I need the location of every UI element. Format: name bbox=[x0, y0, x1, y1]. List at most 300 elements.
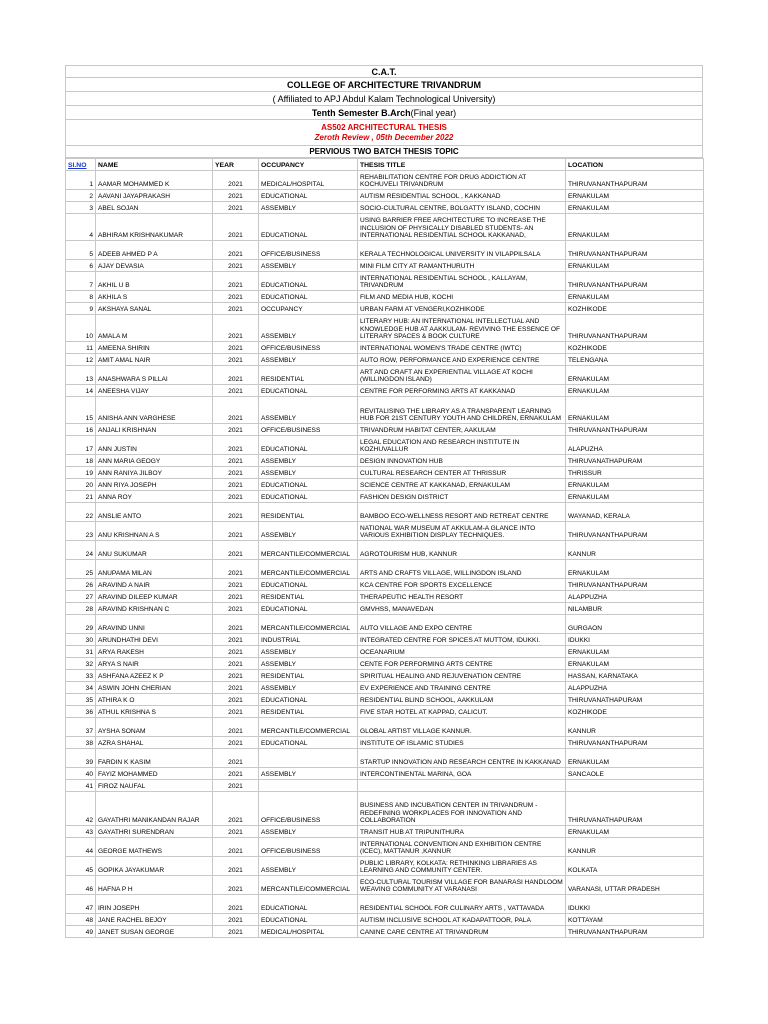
cell-year: 2021 bbox=[213, 670, 259, 682]
cell-year: 2021 bbox=[213, 615, 259, 634]
cell-occupancy: ASSEMBLY bbox=[259, 857, 358, 876]
cell-name: ANSLIE ANTO bbox=[96, 503, 213, 522]
cell-name: ABHIRAM KRISHNAKUMAR bbox=[96, 214, 213, 241]
cell-occupancy: EDUCATIONAL bbox=[259, 895, 358, 914]
header-college bbox=[65, 78, 703, 92]
cell-year: 2021 bbox=[213, 658, 259, 670]
cell-occupancy: EDUCATIONAL bbox=[259, 914, 358, 926]
cell-year: 2021 bbox=[213, 737, 259, 749]
cell-sl-no: 29 bbox=[66, 615, 96, 634]
cell-thesis-title: TRIVANDRUM HABITAT CENTER, AAKULAM bbox=[358, 424, 566, 436]
topic-text: PERVIOUS TWO BATCH THESIS TOPIC bbox=[309, 147, 459, 156]
cell-location: VARANASI, UTTAR PRADESH bbox=[566, 876, 704, 895]
cell-occupancy: MERCANTILE/COMMERCIAL bbox=[259, 718, 358, 737]
cell-name: GOPIKA JAYAKUMAR bbox=[96, 857, 213, 876]
cell-occupancy: ASSEMBLY bbox=[259, 397, 358, 424]
cell-occupancy: ASSEMBLY bbox=[259, 826, 358, 838]
cell-name: AAVANI JAYAPRAKASH bbox=[96, 190, 213, 202]
review-date: Zeroth Review , 05th December 2022 bbox=[314, 132, 454, 142]
cell-thesis-title: NATIONAL WAR MUSEUM AT AKKULAM-A GLANCE INTO VARIOUS EXHIBITION DISPLAY TECHNIQUES. bbox=[358, 522, 566, 541]
cell-sl-no: 34 bbox=[66, 682, 96, 694]
cell-year: 2021 bbox=[213, 857, 259, 876]
cell-occupancy: ASSEMBLY bbox=[259, 467, 358, 479]
cell-sl-no: 5 bbox=[66, 241, 96, 260]
col-header-slno[interactable]: Sl.NO bbox=[66, 159, 96, 171]
cell-thesis-title: BUSINESS AND INCUBATION CENTER IN TRIVANDRUM - REDEFINING WORKPLACES FOR INNOVATION AND COLLABORATION bbox=[358, 792, 566, 826]
cell-occupancy: ASSEMBLY bbox=[259, 315, 358, 342]
cell-name: AKHIL U B bbox=[96, 272, 213, 291]
cell-location: IDUKKI bbox=[566, 895, 704, 914]
cell-location: TELENGANA bbox=[566, 354, 704, 366]
cell-year: 2021 bbox=[213, 491, 259, 503]
cell-sl-no: 18 bbox=[66, 455, 96, 467]
spreadsheet-sheet bbox=[65, 65, 703, 938]
cell-sl-no: 28 bbox=[66, 603, 96, 615]
cell-sl-no: 36 bbox=[66, 706, 96, 718]
cell-sl-no: 38 bbox=[66, 737, 96, 749]
cell-thesis-title: AGROTOURISM HUB, KANNUR bbox=[358, 541, 566, 560]
cell-location: THIRUVANATHAPURAM bbox=[566, 792, 704, 826]
cell-sl-no: 40 bbox=[66, 768, 96, 780]
cell-location: THIRUVANANTHAPURAM bbox=[566, 241, 704, 260]
cell-name: AMIT AMAL NAIR bbox=[96, 354, 213, 366]
table-row bbox=[66, 241, 704, 260]
cell-location: THIRUVANANTHAPURAM bbox=[566, 579, 704, 591]
table-row bbox=[66, 315, 704, 342]
cell-location: ERNAKULAM bbox=[566, 397, 704, 424]
cell-year: 2021 bbox=[213, 694, 259, 706]
cell-name: ASHFANA AZEEZ K P bbox=[96, 670, 213, 682]
cell-sl-no: 2 bbox=[66, 190, 96, 202]
cell-sl-no: 42 bbox=[66, 792, 96, 826]
cell-sl-no: 48 bbox=[66, 914, 96, 926]
cell-occupancy bbox=[259, 780, 358, 792]
cell-thesis-title: KCA CENTRE FOR SPORTS EXCELLENCE bbox=[358, 579, 566, 591]
cell-thesis-title: AUTISM RESIDENTIAL SCHOOL , KAKKANAD bbox=[358, 190, 566, 202]
table-row bbox=[66, 467, 704, 479]
cell-location: THIRUVANANTHAPURAM bbox=[566, 737, 704, 749]
cell-location: ERNAKULAM bbox=[566, 491, 704, 503]
cell-location: ERNAKULAM bbox=[566, 291, 704, 303]
cell-thesis-title: THERAPEUTIC HEALTH RESORT bbox=[358, 591, 566, 603]
cell-occupancy: RESIDENTIAL bbox=[259, 706, 358, 718]
cell-thesis-title: GMVHSS, MANAVEDAN bbox=[358, 603, 566, 615]
cell-year: 2021 bbox=[213, 706, 259, 718]
table-row bbox=[66, 670, 704, 682]
cell-year: 2021 bbox=[213, 436, 259, 455]
table-row bbox=[66, 694, 704, 706]
col-header-name: NAME bbox=[96, 159, 213, 171]
table-row bbox=[66, 214, 704, 241]
cell-name: GAYATHRI MANIKANDAN RAJAR bbox=[96, 792, 213, 826]
cell-year: 2021 bbox=[213, 682, 259, 694]
cell-thesis-title: FASHION DESIGN DISTRICT bbox=[358, 491, 566, 503]
cell-thesis-title: SOCIO-CULTURAL CENTRE, BOLGATTY ISLAND, COCHIN bbox=[358, 202, 566, 214]
cell-year: 2021 bbox=[213, 768, 259, 780]
table-row bbox=[66, 792, 704, 826]
affiliation-text: ( Affiliated to APJ Abdul Kalam Technological University) bbox=[272, 93, 496, 104]
header-semester bbox=[65, 106, 703, 120]
cell-occupancy: OCCUPANCY bbox=[259, 303, 358, 315]
cell-thesis-title: INTERNATIONAL RESIDENTIAL SCHOOL , KALLAYAM, TRIVANDRUM bbox=[358, 272, 566, 291]
cell-occupancy: MERCANTILE/COMMERCIAL bbox=[259, 541, 358, 560]
cell-thesis-title: LITERARY HUB: AN INTERNATIONAL INTELLECTUAL AND KNOWLEDGE HUB AT AAKKULAM- REVIVING THE ESSENCE OF LITERARY SPACES & BOOK CULTURE bbox=[358, 315, 566, 342]
cell-location: THIRUVANANTHAPURAM bbox=[566, 315, 704, 342]
table-row bbox=[66, 491, 704, 503]
table-row bbox=[66, 385, 704, 397]
cell-name: AMALA M bbox=[96, 315, 213, 342]
cell-location: KOZHIKODE bbox=[566, 303, 704, 315]
cell-thesis-title: CULTURAL RESEARCH CENTER AT THRISSUR bbox=[358, 467, 566, 479]
cell-year: 2021 bbox=[213, 560, 259, 579]
cell-thesis-title: CENTE FOR PERFORMING ARTS CENTRE bbox=[358, 658, 566, 670]
table-row bbox=[66, 838, 704, 857]
cell-name: ANNA ROY bbox=[96, 491, 213, 503]
cell-location: KANNUR bbox=[566, 718, 704, 737]
cell-thesis-title: AUTISM INCLUSIVE SCHOOL AT KADAPATTOOR, PALA bbox=[358, 914, 566, 926]
cell-occupancy bbox=[259, 749, 358, 768]
cell-occupancy: MEDICAL/HOSPITAL bbox=[259, 171, 358, 190]
cell-year: 2021 bbox=[213, 303, 259, 315]
cell-name: FARDIN K KASIM bbox=[96, 749, 213, 768]
cell-thesis-title: FIVE STAR HOTEL AT KAPPAD, CALICUT. bbox=[358, 706, 566, 718]
table-row bbox=[66, 342, 704, 354]
table-row bbox=[66, 658, 704, 670]
table-row bbox=[66, 857, 704, 876]
cell-year: 2021 bbox=[213, 503, 259, 522]
cell-sl-no: 14 bbox=[66, 385, 96, 397]
cell-sl-no: 21 bbox=[66, 491, 96, 503]
cell-thesis-title: INSTITUTE OF ISLAMIC STUDIES bbox=[358, 737, 566, 749]
cell-year: 2021 bbox=[213, 749, 259, 768]
cell-location bbox=[566, 780, 704, 792]
table-row bbox=[66, 303, 704, 315]
cell-occupancy: EDUCATIONAL bbox=[259, 579, 358, 591]
cell-sl-no: 1 bbox=[66, 171, 96, 190]
cell-thesis-title: ART AND CRAFT AN EXPERIENTIAL VILLAGE AT KOCHI (WILLINGDON ISLAND) bbox=[358, 366, 566, 385]
table-body bbox=[66, 171, 704, 938]
col-header-location: LOCATION bbox=[566, 159, 704, 171]
table-row bbox=[66, 895, 704, 914]
cell-sl-no: 44 bbox=[66, 838, 96, 857]
cell-thesis-title: REHABILITATION CENTRE FOR DRUG ADDICTION AT KOCHUVELI TRIVANDRUM bbox=[358, 171, 566, 190]
cell-location: ERNAKULAM bbox=[566, 214, 704, 241]
cell-name: AMEENA SHIRIN bbox=[96, 342, 213, 354]
cell-sl-no: 30 bbox=[66, 634, 96, 646]
cat-text: C.A.T. bbox=[371, 66, 397, 77]
cell-sl-no: 22 bbox=[66, 503, 96, 522]
cell-thesis-title: GLOBAL ARTIST VILLAGE KANNUR. bbox=[358, 718, 566, 737]
cell-year: 2021 bbox=[213, 190, 259, 202]
cell-name: HAFNA P H bbox=[96, 876, 213, 895]
cell-thesis-title bbox=[358, 780, 566, 792]
semester-bold: Tenth Semester B.Arch bbox=[311, 107, 411, 118]
cell-occupancy: EDUCATIONAL bbox=[259, 436, 358, 455]
cell-name: ANUPAMA MILAN bbox=[96, 560, 213, 579]
cell-location: ERNAKULAM bbox=[566, 658, 704, 670]
cell-sl-no: 16 bbox=[66, 424, 96, 436]
cell-name: ADEEB AHMED P A bbox=[96, 241, 213, 260]
cell-year: 2021 bbox=[213, 895, 259, 914]
cell-location: THIRUVANANTHAPURAM bbox=[566, 522, 704, 541]
cell-sl-no: 20 bbox=[66, 479, 96, 491]
cell-location: ALAPPUZHA bbox=[566, 591, 704, 603]
cell-sl-no: 19 bbox=[66, 467, 96, 479]
table-header-row bbox=[66, 159, 704, 171]
cell-name: JANET SUSAN GEORGE bbox=[96, 926, 213, 938]
header-course bbox=[65, 120, 703, 146]
cell-year: 2021 bbox=[213, 214, 259, 241]
cell-thesis-title: MINI FILM CITY AT RAMANTHURUTH bbox=[358, 260, 566, 272]
cell-name: ANN RIYA JOSEPH bbox=[96, 479, 213, 491]
cell-occupancy: ASSEMBLY bbox=[259, 260, 358, 272]
semester-rest: (Final year) bbox=[410, 107, 457, 118]
cell-occupancy: EDUCATIONAL bbox=[259, 737, 358, 749]
cell-name: GEORGE MATHEWS bbox=[96, 838, 213, 857]
cell-occupancy: OFFICE/BUSINESS bbox=[259, 838, 358, 857]
cell-name: ANISHA ANN VARGHESE bbox=[96, 397, 213, 424]
table-row bbox=[66, 615, 704, 634]
cell-location: KANNUR bbox=[566, 541, 704, 560]
cell-sl-no: 47 bbox=[66, 895, 96, 914]
table-row bbox=[66, 914, 704, 926]
cell-occupancy: EDUCATIONAL bbox=[259, 291, 358, 303]
cell-occupancy: RESIDENTIAL bbox=[259, 366, 358, 385]
cell-year: 2021 bbox=[213, 646, 259, 658]
cell-occupancy: ASSEMBLY bbox=[259, 354, 358, 366]
cell-occupancy: RESIDENTIAL bbox=[259, 591, 358, 603]
table-row bbox=[66, 291, 704, 303]
cell-year: 2021 bbox=[213, 718, 259, 737]
cell-location: THIRUVANANTHAPURAM bbox=[566, 424, 704, 436]
cell-occupancy: EDUCATIONAL bbox=[259, 491, 358, 503]
cell-sl-no: 10 bbox=[66, 315, 96, 342]
cell-thesis-title: INTERNATIONAL CONVENTION AND EXHIBITION CENTRE (ICEC), MATTANUR ,KANNUR bbox=[358, 838, 566, 857]
cell-location: ALAPUZHA bbox=[566, 436, 704, 455]
cell-occupancy: ASSEMBLY bbox=[259, 646, 358, 658]
cell-year: 2021 bbox=[213, 876, 259, 895]
cell-name: ANEESHA VIJAY bbox=[96, 385, 213, 397]
table-row bbox=[66, 646, 704, 658]
table-row bbox=[66, 202, 704, 214]
cell-thesis-title: INTERNATIONAL WOMEN'S TRADE CENTRE (IWTC) bbox=[358, 342, 566, 354]
cell-location: ERNAKULAM bbox=[566, 826, 704, 838]
cell-sl-no: 12 bbox=[66, 354, 96, 366]
cell-sl-no: 11 bbox=[66, 342, 96, 354]
cell-thesis-title: FILM AND MEDIA HUB, KOCHI bbox=[358, 291, 566, 303]
cell-thesis-title: LEGAL EDUCATION AND RESEARCH INSTITUTE IN KOZHUVALLUR bbox=[358, 436, 566, 455]
cell-location: THIRUVANANTHAPURAM bbox=[566, 171, 704, 190]
cell-occupancy: ASSEMBLY bbox=[259, 522, 358, 541]
table-row bbox=[66, 366, 704, 385]
cell-occupancy: OFFICE/BUSINESS bbox=[259, 342, 358, 354]
table-row bbox=[66, 260, 704, 272]
cell-location: ERNAKULAM bbox=[566, 202, 704, 214]
cell-occupancy: MERCANTILE/COMMERCIAL bbox=[259, 876, 358, 895]
cell-occupancy: MERCANTILE/COMMERCIAL bbox=[259, 560, 358, 579]
table-row bbox=[66, 171, 704, 190]
thesis-table bbox=[65, 158, 704, 938]
cell-name: IRIN JOSEPH bbox=[96, 895, 213, 914]
cell-name: ATHIRA K O bbox=[96, 694, 213, 706]
cell-sl-no: 17 bbox=[66, 436, 96, 455]
cell-name: ANASHWARA S PILLAI bbox=[96, 366, 213, 385]
cell-thesis-title: SPIRITUAL HEALING AND REJUVENATION CENTRE bbox=[358, 670, 566, 682]
cell-name: ARAVIND A NAIR bbox=[96, 579, 213, 591]
cell-thesis-title: OCEANARIUM bbox=[358, 646, 566, 658]
cell-location: ERNAKULAM bbox=[566, 749, 704, 768]
cell-occupancy: OFFICE/BUSINESS bbox=[259, 424, 358, 436]
cell-year: 2021 bbox=[213, 424, 259, 436]
cell-occupancy: ASSEMBLY bbox=[259, 682, 358, 694]
cell-thesis-title: DESIGN INNOVATION HUB bbox=[358, 455, 566, 467]
cell-location: KANNUR bbox=[566, 838, 704, 857]
table-row bbox=[66, 826, 704, 838]
cell-name: ANN JUSTIN bbox=[96, 436, 213, 455]
cell-location: KOLKATA bbox=[566, 857, 704, 876]
cell-thesis-title: EV EXPERIENCE AND TRAINING CENTRE bbox=[358, 682, 566, 694]
cell-sl-no: 3 bbox=[66, 202, 96, 214]
cell-occupancy: ASSEMBLY bbox=[259, 455, 358, 467]
cell-occupancy: EDUCATIONAL bbox=[259, 479, 358, 491]
cell-thesis-title: CANINE CARE CENTRE AT TRIVANDRUM bbox=[358, 926, 566, 938]
cell-sl-no: 31 bbox=[66, 646, 96, 658]
cell-sl-no: 39 bbox=[66, 749, 96, 768]
cell-location: THIRUVANANTHAPURAM bbox=[566, 926, 704, 938]
cell-sl-no: 4 bbox=[66, 214, 96, 241]
cell-location: THRISSUR bbox=[566, 467, 704, 479]
cell-sl-no: 15 bbox=[66, 397, 96, 424]
cell-name: ANU KRISHNAN A S bbox=[96, 522, 213, 541]
cell-sl-no: 45 bbox=[66, 857, 96, 876]
cell-name: ATHUL KRISHNA S bbox=[96, 706, 213, 718]
cell-occupancy: ASSEMBLY bbox=[259, 768, 358, 780]
table-row bbox=[66, 603, 704, 615]
cell-name: ARAVIND DILEEP KUMAR bbox=[96, 591, 213, 603]
table-row bbox=[66, 560, 704, 579]
col-header-year: YEAR bbox=[213, 159, 259, 171]
cell-year: 2021 bbox=[213, 541, 259, 560]
cell-thesis-title: URBAN FARM AT VENGERI,KOZHIKODE bbox=[358, 303, 566, 315]
table-row bbox=[66, 190, 704, 202]
table-row bbox=[66, 926, 704, 938]
cell-location: GURGAON bbox=[566, 615, 704, 634]
cell-year: 2021 bbox=[213, 926, 259, 938]
cell-sl-no: 46 bbox=[66, 876, 96, 895]
cell-year: 2021 bbox=[213, 315, 259, 342]
cell-thesis-title: INTEGRATED CENTRE FOR SPICES AT MUTTOM, IDUKKI. bbox=[358, 634, 566, 646]
cell-location: ERNAKULAM bbox=[566, 190, 704, 202]
cell-thesis-title: PUBLIC LIBRARY, KOLKATA: RETHINKING LIBRARIES AS LEARNING AND COMMUNITY CENTER. bbox=[358, 857, 566, 876]
cell-location: ERNAKULAM bbox=[566, 479, 704, 491]
cell-name: AYSHA SONAM bbox=[96, 718, 213, 737]
cell-year: 2021 bbox=[213, 385, 259, 397]
cell-name: ARYA RAKESH bbox=[96, 646, 213, 658]
cell-year: 2021 bbox=[213, 838, 259, 857]
cell-year: 2021 bbox=[213, 260, 259, 272]
cell-location: ERNAKULAM bbox=[566, 260, 704, 272]
cell-occupancy: EDUCATIONAL bbox=[259, 603, 358, 615]
cell-occupancy: OFFICE/BUSINESS bbox=[259, 241, 358, 260]
cell-year: 2021 bbox=[213, 522, 259, 541]
cell-thesis-title: USING BARRIER FREE ARCHITECTURE TO INCREASE THE INCLUSION OF PHYSICALLY DISABLED STUDENTS- AN INTERNATIONAL RESIDENTIAL SCHOOL KAKKANAD, bbox=[358, 214, 566, 241]
cell-name: ASWIN JOHN CHERIAN bbox=[96, 682, 213, 694]
table-row bbox=[66, 455, 704, 467]
cell-thesis-title: CENTRE FOR PERFORMING ARTS AT KAKKANAD bbox=[358, 385, 566, 397]
cell-location: KOZHIKODE bbox=[566, 342, 704, 354]
cell-occupancy: EDUCATIONAL bbox=[259, 694, 358, 706]
cell-location: HASSAN, KARNATAKA bbox=[566, 670, 704, 682]
cell-name: ARAVIND KRISHNAN C bbox=[96, 603, 213, 615]
table-row bbox=[66, 424, 704, 436]
cell-sl-no: 35 bbox=[66, 694, 96, 706]
cell-occupancy: MERCANTILE/COMMERCIAL bbox=[259, 615, 358, 634]
cell-thesis-title: ECO-CULTURAL TOURISM VILLAGE FOR BANARASI HANDLOOM WEAVING COMMUNITY AT VARANASI bbox=[358, 876, 566, 895]
cell-name: ARUNDHATHI DEVI bbox=[96, 634, 213, 646]
table-row bbox=[66, 272, 704, 291]
cell-location: WAYANAD, KERALA bbox=[566, 503, 704, 522]
cell-location: THIRUVANANTHAPURAM bbox=[566, 272, 704, 291]
cell-year: 2021 bbox=[213, 241, 259, 260]
cell-year: 2021 bbox=[213, 342, 259, 354]
table-row bbox=[66, 749, 704, 768]
cell-year: 2021 bbox=[213, 467, 259, 479]
cell-name: ANJALI KRISHNAN bbox=[96, 424, 213, 436]
table-row bbox=[66, 479, 704, 491]
table-row bbox=[66, 354, 704, 366]
cell-year: 2021 bbox=[213, 202, 259, 214]
cell-thesis-title: REVITALISING THE LIBRARY AS A TRANSPARENT LEARNING HUB FOR 21ST CENTURY YOUTH AND CHILDREN, ERNAKULAM bbox=[358, 397, 566, 424]
cell-location: ERNAKULAM bbox=[566, 646, 704, 658]
cell-sl-no: 32 bbox=[66, 658, 96, 670]
cell-location: IDUKKI bbox=[566, 634, 704, 646]
cell-occupancy: OFFICE/BUSINESS bbox=[259, 792, 358, 826]
cell-occupancy: RESIDENTIAL bbox=[259, 503, 358, 522]
cell-sl-no: 7 bbox=[66, 272, 96, 291]
table-row bbox=[66, 718, 704, 737]
cell-sl-no: 23 bbox=[66, 522, 96, 541]
college-name: COLLEGE OF ARCHITECTURE TRIVANDRUM bbox=[287, 79, 481, 90]
cell-occupancy: MEDICAL/HOSPITAL bbox=[259, 926, 358, 938]
cell-location: NILAMBUR bbox=[566, 603, 704, 615]
cell-occupancy: EDUCATIONAL bbox=[259, 190, 358, 202]
cell-name: GAYATHRI SURENDRAN bbox=[96, 826, 213, 838]
table-row bbox=[66, 634, 704, 646]
table-row bbox=[66, 591, 704, 603]
cell-thesis-title: AUTO ROW, PERFORMANCE AND EXPERIENCE CENTRE bbox=[358, 354, 566, 366]
cell-thesis-title: SCIENCE CENTRE AT KAKKANAD, ERNAKULAM bbox=[358, 479, 566, 491]
table-row bbox=[66, 541, 704, 560]
cell-location: ERNAKULAM bbox=[566, 366, 704, 385]
cell-sl-no: 13 bbox=[66, 366, 96, 385]
header-affiliation bbox=[65, 92, 703, 106]
cell-year: 2021 bbox=[213, 579, 259, 591]
course-title: AS502 ARCHITECTURAL THESIS bbox=[321, 122, 447, 132]
cell-sl-no: 25 bbox=[66, 560, 96, 579]
col-header-occupancy: OCCUPANCY bbox=[259, 159, 358, 171]
cell-name: FIROZ NAUFAL bbox=[96, 780, 213, 792]
cell-occupancy: EDUCATIONAL bbox=[259, 272, 358, 291]
cell-name: AJAY DEVASIA bbox=[96, 260, 213, 272]
cell-name: AZRA SHAHAL bbox=[96, 737, 213, 749]
cell-thesis-title: AUTO VILLAGE AND EXPO CENTRE bbox=[358, 615, 566, 634]
cell-thesis-title: KERALA TECHNOLOGICAL UNIVERSITY IN VILAPPILSALA bbox=[358, 241, 566, 260]
cell-year: 2021 bbox=[213, 479, 259, 491]
cell-name: ANN RANIYA JILBOY bbox=[96, 467, 213, 479]
cell-year: 2021 bbox=[213, 792, 259, 826]
cell-year: 2021 bbox=[213, 591, 259, 603]
cell-name: FAYIZ MOHAMMED bbox=[96, 768, 213, 780]
